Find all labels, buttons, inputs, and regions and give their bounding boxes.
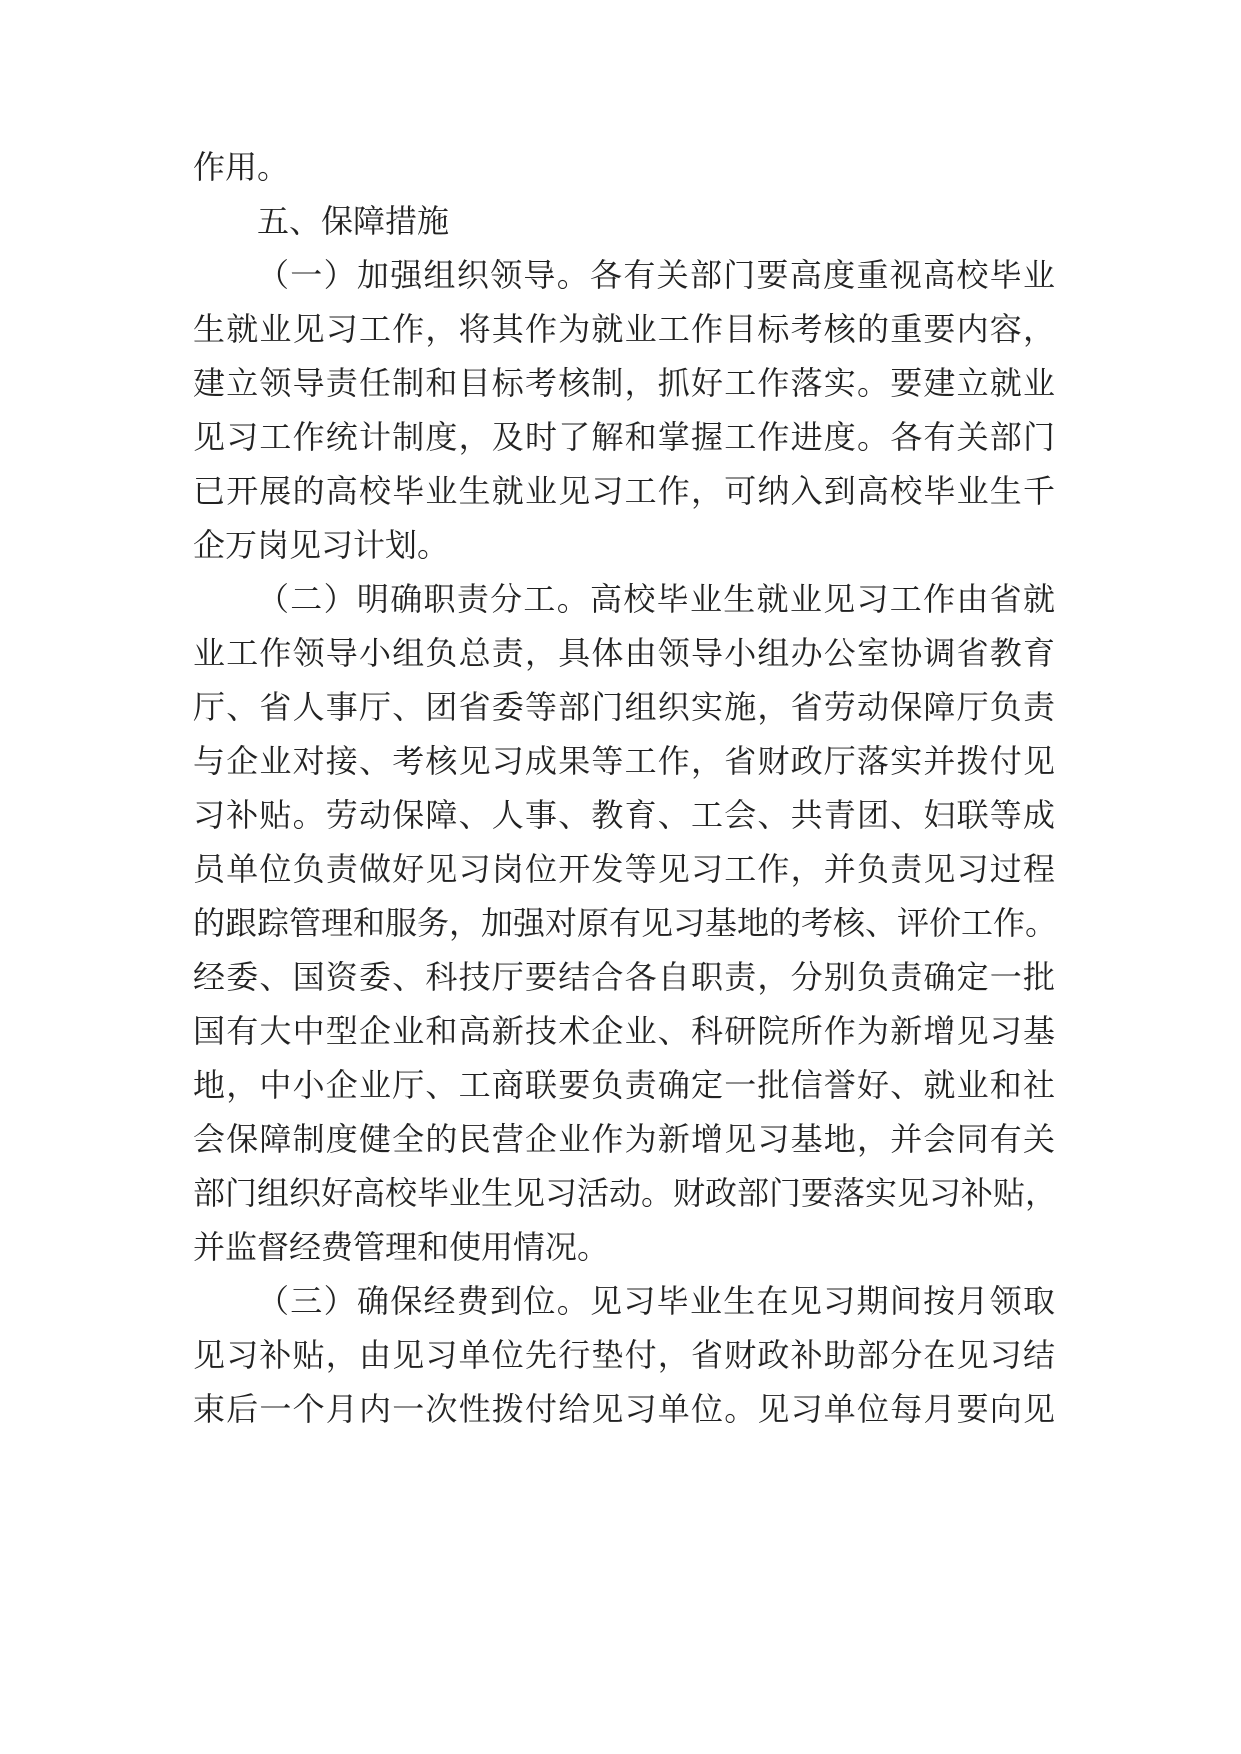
paragraph-line: 与企业对接、考核见习成果等工作，省财政厅落实并拨付见 [193,742,1055,780]
paragraph-line: 会保障制度健全的民营企业作为新增见习基地，并会同有关 [193,1120,1055,1158]
paragraph-line: 习补贴。劳动保障、人事、教育、工会、共青团、妇联等成 [193,796,1055,834]
paragraph-line: （一）加强组织领导。各有关部门要高度重视高校毕业 [257,256,1055,294]
paragraph-line: 生就业见习工作，将其作为就业工作目标考核的重要内容， [193,310,1055,348]
paragraph-line: 作用。 [193,148,290,186]
paragraph-line: 束后一个月内一次性拨付给见习单位。见习单位每月要向见 [193,1390,1055,1428]
paragraph-line: 员单位负责做好见习岗位开发等见习工作，并负责见习过程 [193,850,1055,888]
paragraph-line: 见习补贴，由见习单位先行垫付，省财政补助部分在见习结 [193,1336,1055,1374]
paragraph-line: 的跟踪管理和服务，加强对原有见习基地的考核、评价工作。 [193,904,1058,942]
paragraph-line: 地，中小企业厅、工商联要负责确定一批信誉好、就业和社 [193,1066,1055,1104]
paragraph-line: 部门组织好高校毕业生见习活动。财政部门要落实见习补贴， [193,1174,1058,1212]
paragraph-line: 国有大中型企业和高新技术企业、科研院所作为新增见习基 [193,1012,1055,1050]
paragraph-line: 建立领导责任制和目标考核制，抓好工作落实。要建立就业 [193,364,1055,402]
paragraph-line: 厅、省人事厅、团省委等部门组织实施，省劳动保障厅负责 [193,688,1055,726]
paragraph-line: （二）明确职责分工。高校毕业生就业见习工作由省就 [257,580,1055,618]
paragraph-line: 已开展的高校毕业生就业见习工作，可纳入到高校毕业生千 [193,472,1055,510]
paragraph-line: 业工作领导小组负总责，具体由领导小组办公室协调省教育 [193,634,1055,672]
paragraph-line: 经委、国资委、科技厅要结合各自职责，分别负责确定一批 [193,958,1055,996]
paragraph-line: 企万岗见习计划。 [193,526,450,564]
section-heading: 五、保障措施 [257,202,450,240]
paragraph-line: 见习工作统计制度，及时了解和掌握工作进度。各有关部门 [193,418,1055,456]
paragraph-line: 并监督经费管理和使用情况。 [193,1228,610,1266]
paragraph-line: （三）确保经费到位。见习毕业生在见习期间按月领取 [257,1282,1055,1320]
